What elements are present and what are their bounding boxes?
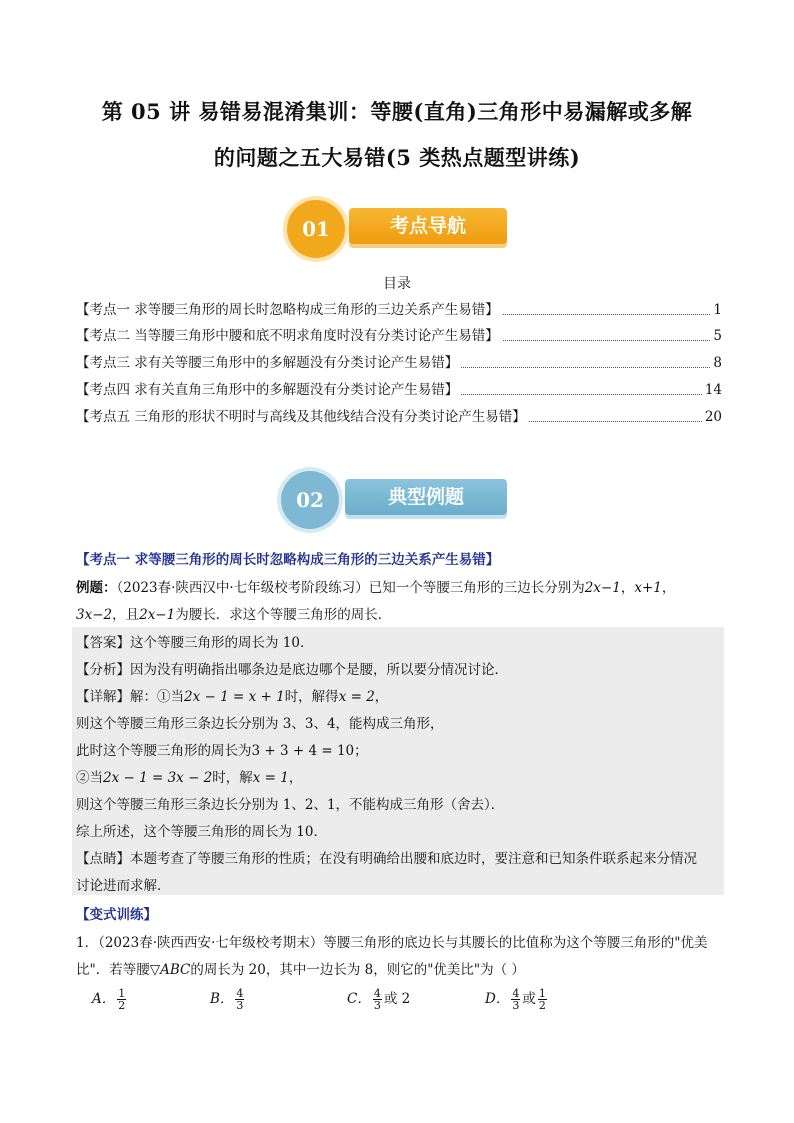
math-expression: x+1 bbox=[634, 580, 662, 596]
example-text: （2023春·陕西汉中·七年级校考阶段练习）已知一个等腰三角形的三边长分别为 bbox=[116, 580, 585, 596]
toc-item-text: 【考点四 求有关直角三角形中的多解题没有分类讨论产生易错】 bbox=[76, 382, 461, 398]
toc-item[interactable] bbox=[76, 380, 722, 400]
section-heading: 【考点一 求等腰三角形的周长时忽略构成三角形的三边关系产生易错】 bbox=[76, 552, 500, 568]
toc-heading: 目录 bbox=[383, 276, 411, 292]
analysis-text: 因为没有明确指出哪条边是底边哪个是腰，所以要分情况讨论． bbox=[130, 662, 508, 678]
toc-page-number: 14 bbox=[702, 380, 722, 400]
option-c[interactable] bbox=[347, 987, 410, 1011]
numerator: 1 bbox=[538, 987, 546, 1000]
detail-text: 此时这个等腰三角形的周长为 bbox=[76, 743, 252, 759]
variant-training-label: 【变式训练】 bbox=[76, 907, 157, 923]
page-title-line-2: 的问题之五大易错(5 类热点题型讲练) bbox=[213, 145, 581, 170]
math-expression: 2x − 1 = x + 1 bbox=[184, 689, 285, 705]
fraction bbox=[117, 988, 126, 1011]
detail-line-5: 则这个等腰三角形三条边长分别为 1、2、1，不能构成三角形（舍去）． bbox=[76, 797, 505, 813]
section-badge-navigation bbox=[287, 200, 512, 258]
page-title-line-1: 第 05 讲 易错易混淆集训：等腰(直角)三角形中易漏解或多解 bbox=[101, 99, 693, 124]
detail-line-3 bbox=[76, 739, 368, 759]
answer-line bbox=[76, 631, 313, 651]
toc-page-number: 1 bbox=[710, 300, 722, 320]
detail-line-6: 综上所述，这个等腰三角形的周长为 10． bbox=[76, 824, 327, 840]
detail-text: 解：①当 bbox=[130, 689, 184, 705]
math-expression: 2x−1 bbox=[139, 607, 176, 623]
example-line-2 bbox=[76, 603, 391, 623]
numerator: 4 bbox=[512, 987, 520, 1000]
example-line-1 bbox=[76, 576, 675, 596]
denominator: 3 bbox=[236, 999, 244, 1012]
answer-label: 【答案】 bbox=[76, 635, 130, 651]
detail-text: 时，解得 bbox=[284, 689, 339, 705]
numerator: 4 bbox=[236, 987, 244, 1000]
denominator: 3 bbox=[373, 999, 381, 1012]
toc-page-number: 5 bbox=[710, 326, 722, 346]
comment-line-2: 讨论进而求解． bbox=[76, 878, 171, 894]
badge-label: 典型例题 bbox=[345, 479, 507, 515]
toc-item-text: 【考点五 三角形的形状不明时与高线及其他线结合没有分类讨论产生易错】 bbox=[76, 409, 529, 425]
example-text: ，且 bbox=[112, 607, 140, 623]
denominator: 2 bbox=[118, 999, 126, 1012]
toc-item[interactable] bbox=[76, 407, 722, 427]
denominator: 3 bbox=[512, 999, 520, 1012]
badge-number: 02 bbox=[281, 471, 339, 529]
example-text: 为腰长．求这个等腰三角形的周长． bbox=[175, 607, 392, 623]
punctuation: ， bbox=[374, 689, 389, 705]
option-b[interactable] bbox=[210, 987, 246, 1011]
detail-line-2: 则这个等腰三角形三条边长分别为 3、3、4，能构成三角形， bbox=[76, 716, 444, 732]
math-expression: x = 2 bbox=[338, 689, 375, 705]
analysis-label: 【分析】 bbox=[76, 662, 130, 678]
comment-label: 【点睛】 bbox=[76, 851, 130, 867]
detail-line-1 bbox=[76, 685, 388, 705]
math-expression: 3x−2 bbox=[76, 607, 113, 623]
detail-label: 【详解】 bbox=[76, 689, 130, 705]
option-label: D． bbox=[485, 991, 510, 1007]
option-text: 或 2 bbox=[383, 991, 411, 1007]
comment-line-1 bbox=[76, 847, 697, 867]
badge-number: 01 bbox=[287, 200, 345, 258]
toc-item[interactable] bbox=[76, 300, 722, 320]
math-expression: 3 + 3 + 4 = 10 bbox=[251, 743, 355, 759]
fraction bbox=[511, 988, 520, 1011]
question-text: 比"．若等腰 bbox=[76, 962, 150, 978]
detail-text: 时，解 bbox=[212, 770, 253, 786]
option-label: B． bbox=[210, 991, 234, 1007]
math-expression: 2x−1 bbox=[584, 580, 621, 596]
fraction bbox=[373, 988, 382, 1011]
punctuation: ， bbox=[661, 580, 676, 596]
toc-page-number: 8 bbox=[710, 353, 722, 373]
option-label: A． bbox=[92, 991, 116, 1007]
punctuation: ， bbox=[620, 580, 635, 596]
math-expression: 2x − 1 = 3x − 2 bbox=[103, 770, 213, 786]
example-label: 例题： bbox=[76, 580, 117, 596]
question-1-line-1: 1．（2023春·陕西西安·七年级校考期末）等腰三角形的底边长与其腰长的比值称为这个等腰三角形的"优美 bbox=[76, 935, 708, 951]
fraction bbox=[235, 988, 244, 1011]
section-badge-examples bbox=[281, 471, 511, 529]
fraction bbox=[538, 988, 547, 1011]
option-label: C． bbox=[347, 991, 371, 1007]
badge-label: 考点导航 bbox=[349, 208, 507, 244]
question-1-line-2 bbox=[76, 958, 525, 978]
punctuation: ； bbox=[354, 743, 368, 759]
toc-item[interactable] bbox=[76, 353, 722, 373]
option-a[interactable] bbox=[92, 987, 128, 1011]
toc-item-text: 【考点三 求有关等腰三角形中的多解题没有分类讨论产生易错】 bbox=[76, 355, 461, 371]
option-d[interactable] bbox=[485, 987, 549, 1011]
math-expression: x = 1 bbox=[252, 770, 289, 786]
toc-item-text: 【考点二 当等腰三角形中腰和底不明求角度时没有分类讨论产生易错】 bbox=[76, 328, 502, 344]
comment-text: 本题考查了等腰三角形的性质；在没有明确给出腰和底边时，要注意和已知条件联系起来分情况 bbox=[130, 851, 697, 867]
answer-text: 这个等腰三角形的周长为 10． bbox=[130, 635, 314, 651]
punctuation: ， bbox=[288, 770, 303, 786]
detail-text: ②当 bbox=[76, 770, 103, 786]
option-text: 或 bbox=[522, 991, 536, 1007]
denominator: 2 bbox=[538, 999, 546, 1012]
detail-line-4 bbox=[76, 766, 302, 786]
math-expression: ▽ABC bbox=[149, 962, 191, 978]
question-text: 的周长为 20，其中一边长为 8，则它的"优美比"为（ ） bbox=[190, 962, 525, 978]
toc-page-number: 20 bbox=[702, 407, 722, 427]
numerator: 4 bbox=[373, 987, 381, 1000]
toc-item[interactable] bbox=[76, 326, 722, 346]
numerator: 1 bbox=[118, 987, 126, 1000]
toc-item-text: 【考点一 求等腰三角形的周长时忽略构成三角形的三边关系产生易错】 bbox=[76, 302, 502, 318]
analysis-line bbox=[76, 658, 508, 678]
